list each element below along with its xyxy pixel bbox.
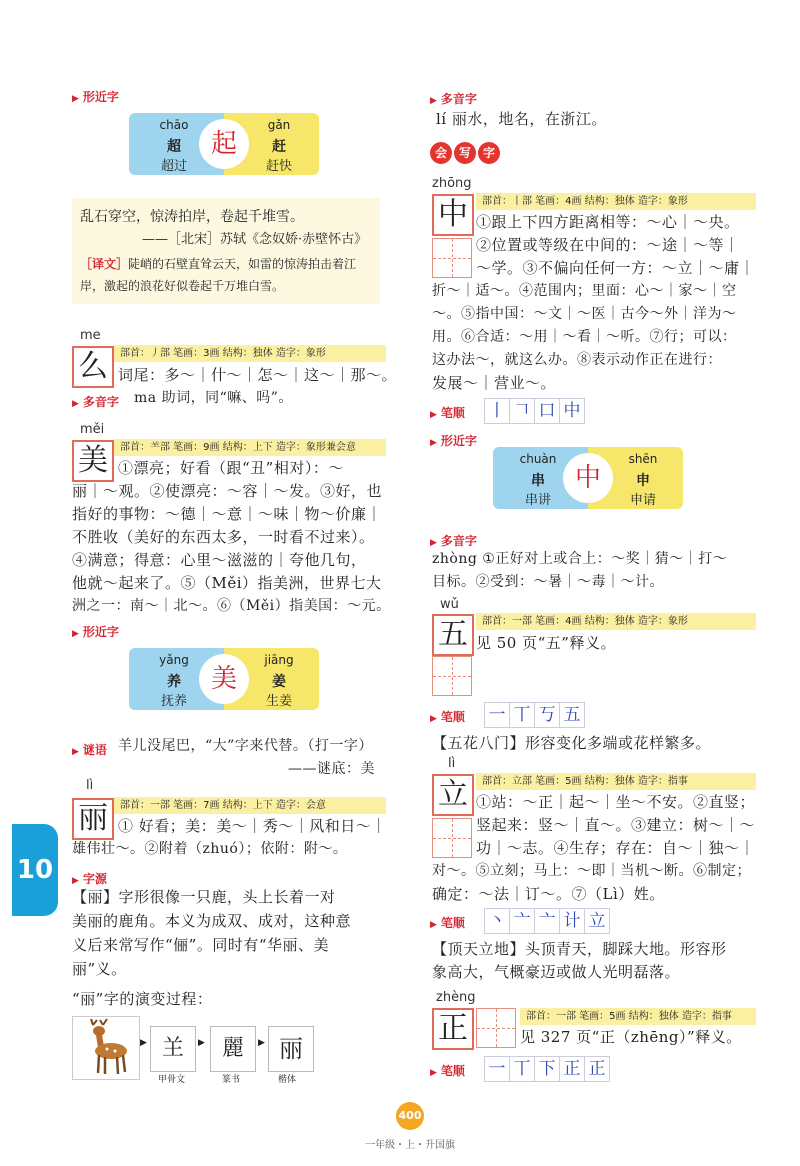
- idiom: 【五花八门】形容变化多端或花样繁多。: [432, 734, 712, 752]
- definition-line: 用。⑥合适：～用｜～看｜～听。⑦行；可以：: [432, 329, 737, 345]
- definition-line: ①站：～正｜起～｜坐～不安。②直竖；: [476, 793, 756, 811]
- stroke-order-label: ▶ 笔顺: [430, 708, 465, 725]
- arrow-icon: ▶: [198, 1038, 205, 1048]
- evolution-title: “丽”字的演变过程：: [72, 990, 213, 1008]
- stroke-order: 丶 亠 亠 计 立: [484, 908, 609, 932]
- char-info-header: 部首：一部 笔画：5画 结构：独体 造字：指事: [520, 1008, 756, 1025]
- headword-char: 么: [72, 346, 114, 388]
- similar-chars-card: yǎng 养 抚养 美 jiāng 姜 生姜: [129, 648, 319, 710]
- idiom-line: 象高大，气概豪迈或做人光明磊落。: [432, 963, 681, 981]
- evolution-label: 甲骨文: [158, 1075, 186, 1085]
- writing-grid: [432, 818, 472, 858]
- definition-line: ②位置或等级在中间的：～途｜～等｜: [476, 236, 740, 254]
- similar-chars-card: chāo 超 超过 起 gǎn 赶 赶快: [129, 113, 319, 175]
- pinyin: zhèng: [436, 990, 476, 1005]
- definition-line: 丽｜～观。②使漂亮：～容｜～发。③好，也: [72, 482, 383, 500]
- definition-line: 不胜收（美好的东西太多，一时看不过来）。: [72, 528, 375, 546]
- char-info-header: 部首：丿部 笔画：3画 结构：独体 造字：象形: [114, 345, 386, 362]
- polyphone-line: zhòng ①正好对上或合上：～奖｜猜～｜打～: [432, 551, 728, 567]
- stroke-order-label: ▶ 笔顺: [430, 1062, 465, 1079]
- riddle-text: 羊儿没尾巴，“大”字来代替。（打一字）: [118, 738, 373, 754]
- similar-chars-card: chuàn 串 串讲 中 shēn 申 申请: [493, 447, 683, 509]
- definition-line: 竖起来：竖～｜直～。③建立：树～｜～: [476, 816, 756, 834]
- center-char: 起: [199, 119, 249, 169]
- evolution-glyph: 丽: [268, 1026, 314, 1072]
- definition: 见 327 页“正（zhēng）”释义。: [520, 1028, 742, 1046]
- writing-grid: [432, 238, 472, 278]
- headword-char: 正: [432, 1008, 474, 1050]
- riddle-answer: ——谜底：美: [288, 761, 375, 777]
- char-info-header: 部首：丨部 笔画：4画 结构：独体 造字：象形: [476, 193, 756, 210]
- idiom-line: 【顶天立地】头顶青天，脚踩大地。形容形: [432, 940, 727, 958]
- char-info-header: 部首：⺷部 笔画：9画 结构：上下 造字：象形兼会意: [114, 439, 386, 456]
- poem-box: [72, 198, 380, 304]
- definition-line: 折～｜适～。④范围内；里面：心～｜家～｜空: [432, 283, 737, 299]
- evolution-label: 篆书: [222, 1075, 241, 1085]
- writing-grid: [476, 1008, 516, 1048]
- definition-line: 指好的事物：～德｜～意｜～味｜物～价廉｜: [72, 505, 383, 523]
- evolution-glyph: 𦍌: [150, 1026, 196, 1072]
- pinyin: lì: [448, 756, 456, 771]
- origin-line: 【丽】字形很像一只鹿，头上长着一对: [72, 888, 336, 906]
- evolution-glyph: 麗: [210, 1026, 256, 1072]
- origin-line: 丽”义。: [72, 960, 127, 978]
- section-title-polyphone: ▶ 多音字: [430, 532, 477, 549]
- footer-caption: 一年级・上・升国旗: [365, 1140, 455, 1151]
- definition-line: ①漂亮；好看（跟“丑”相对）：～: [118, 459, 344, 477]
- stroke-order-label: ▶ 笔顺: [430, 404, 465, 421]
- evolution-label: 楷体: [278, 1075, 297, 1085]
- definition-line: 对～。⑤立刻；马上：～即｜当机～断。⑥制定；: [432, 863, 751, 879]
- pinyin: měi: [80, 422, 105, 437]
- polyphone-line: 目标。②受到：～暑｜～毒｜～计。: [432, 574, 664, 590]
- page-number: 400: [396, 1102, 424, 1130]
- definition-line: ～。⑤指中国：～文｜～医｜古今～外｜洋为～: [432, 306, 737, 322]
- headword-char: 中: [432, 194, 474, 236]
- definition-line: ④满意；得意：心里～滋滋的｜夸他几句，: [72, 551, 367, 569]
- center-char: 中: [563, 453, 613, 503]
- polyphone-text: lí 丽水，地名，在浙江。: [436, 110, 607, 128]
- definition-line: ～学。③不偏向任何一方：～立｜～庸｜: [476, 259, 756, 277]
- headword-char: 丽: [72, 798, 114, 840]
- pinyin: zhōng: [432, 176, 472, 191]
- pinyin: lì: [86, 778, 94, 793]
- section-title-similar-chars: ▶ 形近字: [72, 88, 119, 105]
- definition-line: 洲之一：南～｜北～。⑥（Měi）指美国：～元。: [72, 598, 391, 614]
- deer-icon: [73, 1017, 139, 1079]
- origin-line: 义后来常写作“俪”。同时有“华丽、美: [72, 936, 330, 954]
- headword-char: 五: [432, 614, 474, 656]
- riddle-tag: ▶ 谜语: [72, 741, 107, 758]
- definition-line: 确定：～法｜订～。⑦（Lì）姓。: [432, 885, 665, 903]
- stroke-order: 一 丅 丂 五: [484, 702, 584, 726]
- definition-line: 他就～起来了。⑤（Měi）指美洲，世界七大: [72, 574, 382, 592]
- section-title-similar-chars: ▶ 形近字: [430, 432, 477, 449]
- origin-line: 美丽的鹿角。本义为成双、成对，这种意: [72, 912, 352, 930]
- stroke-order: 丨 𠃍 口 中: [484, 398, 584, 422]
- arrow-icon: ▶: [258, 1038, 265, 1048]
- section-title-polyphone: ▶ 多音字: [430, 90, 477, 107]
- char-info-header: 部首：一部 笔画：7画 结构：上下 造字：会意: [114, 797, 386, 814]
- section-title-origin: ▶ 字源: [72, 870, 107, 887]
- char-info-header: 部首：一部 笔画：4画 结构：独体 造字：象形: [476, 613, 756, 630]
- section-title-similar-chars: ▶ 形近字: [72, 623, 119, 640]
- learn-to-write-badge: 会 写 字: [430, 142, 500, 164]
- poem-translation: ［译文］陡峭的石壁直耸云天，如雷的惊涛拍击着江岸，激起的浪花好似卷起千万堆白雪。: [80, 257, 357, 293]
- chapter-tab: 10: [12, 824, 58, 916]
- stroke-order-label: ▶ 笔顺: [430, 914, 465, 931]
- polyphone-text: ma 助词，同“嘛、吗”。: [134, 390, 293, 406]
- stroke-order: 一 丅 下 正 正: [484, 1056, 609, 1080]
- definition-line: 雄伟壮～。②附着（zhuó）；依附：附～。: [72, 841, 348, 857]
- definition: 见 50 页“五”释义。: [476, 634, 616, 652]
- poem-line: 乱石穿空，惊涛拍岸，卷起千堆雪。: [80, 209, 304, 225]
- writing-grid: [432, 656, 472, 696]
- pinyin: me: [80, 328, 101, 343]
- deer-illustration: [72, 1016, 140, 1080]
- section-title-polyphone: ▶ 多音字: [72, 393, 119, 410]
- headword-char: 立: [432, 774, 474, 816]
- definition-line: 发展～｜营业～。: [432, 374, 557, 392]
- pinyin: wǔ: [440, 597, 459, 612]
- center-char: 美: [199, 654, 249, 704]
- definition-line: 这办法～，就这么办。⑧表示动作正在进行：: [432, 352, 722, 368]
- char-info-header: 部首：立部 笔画：5画 结构：独体 造字：指事: [476, 773, 756, 790]
- definition-line: ① 好看；美：美～｜秀～｜风和日～｜: [118, 817, 387, 835]
- definition-line: 功｜～志。④生存；存在：自～｜独～｜: [476, 839, 756, 857]
- poem-source: ——［北宋］苏轼《念奴娇·赤壁怀古》: [142, 232, 368, 247]
- definition-line: ①跟上下四方距离相等：～心｜～央。: [476, 213, 740, 231]
- arrow-icon: ▶: [140, 1038, 147, 1048]
- definition: 词尾：多～｜什～｜怎～｜这～｜那～。: [118, 366, 398, 384]
- headword-char: 美: [72, 440, 114, 482]
